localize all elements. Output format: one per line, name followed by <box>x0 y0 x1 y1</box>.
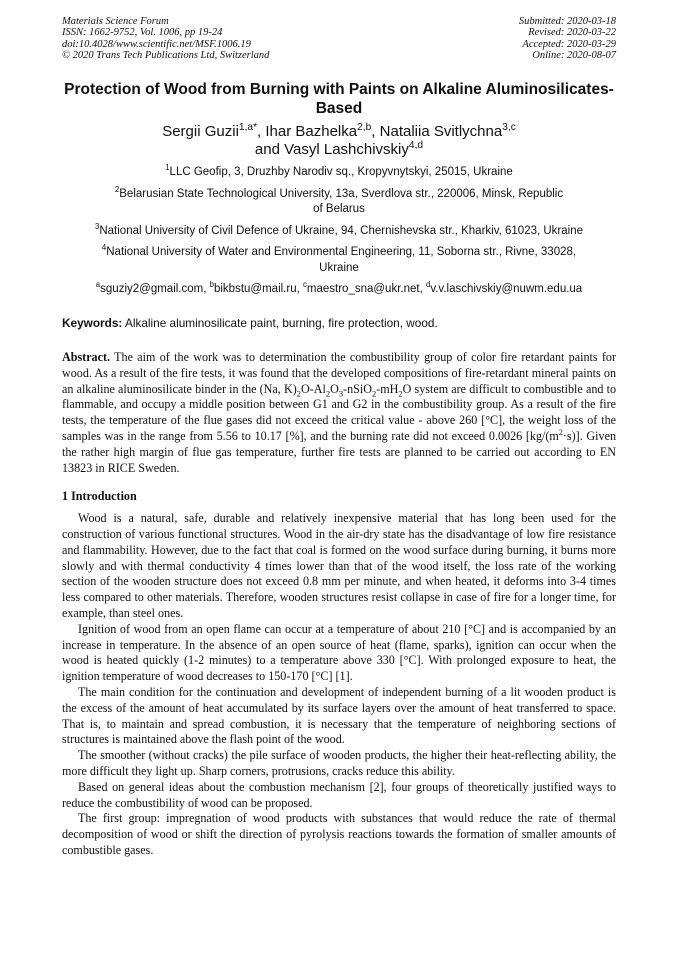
author-sup: 4,d <box>408 140 424 151</box>
keywords-text: Alkaline aluminosilicate paint, burning, fire protection, wood. <box>124 316 438 330</box>
paragraph: Ignition of wood from an open flame can occur at a temperature of about 210 [°C] and is accompanied by an increase in temperature. In the absence of an open source of heat (flame, sparks), ignition can occur when the wood is heated quickly (1-2 minutes) to a temperature above 330 [°C]. With prolonged exposure to heat, the ignition temperature of wood decreases to 150-170 [°C] [1]. <box>62 621 616 684</box>
submitted-date: Submitted: 2020-03-18 <box>518 16 616 27</box>
affiliation-sup: 4 <box>101 243 107 253</box>
abstract-text-1: The aim of the work was to determination the combustibility group of color fire retardant paints for wood. As a result of the fire tests, it was found that the developed compositions of fire-retardant mineral paints on an alkaline aluminosilicate binder in the (Na, K) <box>62 350 616 396</box>
email-link[interactable]: v.v.laschivskiy@nuwm.edu.ua <box>430 283 583 295</box>
author-sup: 2,b <box>357 122 372 133</box>
paragraph: Wood is a natural, safe, durable and relatively inexpensive material that has long been used for the construction of various functional structures. Wood in the air-dry state has the disadvantage of low fire resistance and flammability. However, due to the fact that coal is formed on the wood surface during burning, it burns more slowly and with thermal conductivity 4 times lower than that of the wood itself, the loss rate of the working section of the wooden structure does not exceed 0.8 mm per minute, and when heated, it deforms into 3-4 times less compared to other materials. Therefore, wooden structures resist collapse in case of fire for a longer time, for example, than steel ones. <box>62 511 616 620</box>
abstract: Abstract. The aim of the work was to determination the combustibility group of color fire retardant paints for wood. As a result of the fire tests, it was found that the developed compositions of fire-retardant mineral paints on an alkaline aluminosilicate binder in the (Na, $K)_2O-Al_2O_3-nSiO_2-mH_2O$ system are difficult to combustible and to flammable, and occupy a middle position between G1 and G2 in the combustibility group. As a result of the fire tests, the temperature of the flue gases did not exceed the critical value - above 260 [°C], the weight loss of the samples was in the range from 5.56 to 10.17 [%], and the burning rate did not exceed 0.0026 $[kg/(m^2\cdot s)]$. Given the rather high margin of flue gas temperature, further fire tests are planned to be carried out according to EN 13823 in RICE Sweden. <box>62 350 616 475</box>
email-link[interactable]: bikbstu@mail.ru <box>213 283 297 295</box>
dates-info <box>519 16 616 62</box>
paper-body <box>62 350 616 859</box>
email-sup: c <box>303 280 307 290</box>
affiliation-text: National University of Civil Defence of Ukraine, 94, Chernishevska str., Kharkiv, 61023, Ukraine <box>99 224 583 237</box>
affiliation-sup: 3 <box>95 221 100 231</box>
journal-name: Materials Science Forum <box>62 16 169 27</box>
affiliation-sup: 1 <box>165 163 170 173</box>
author-sup: 1,a* <box>238 122 258 133</box>
email-sup: a <box>95 280 101 290</box>
revised-date: Revised: 2020-03-22 <box>528 27 616 39</box>
title-block <box>62 80 616 297</box>
paragraph: The main condition for the continuation and development of independent burning of a lit wooden product is the excess of the amount of heat accumulated by its surface layers over the amount of heat transferred to space. That is, to maintain and spread combustion, it is necessary that the temperature of neighboring sections of structures is maintained above the flash point of the wood. <box>62 684 616 747</box>
paragraph: The smoother (without cracks) the pile surface of wooden products, the higher their heat-reflecting ability, the more difficult they light up. Sharp corners, protrusions, cracks reduce this ability. <box>62 748 616 778</box>
author-name: Vasyl Lashchivskiy <box>284 141 409 158</box>
email-link[interactable]: sguziy2@gmail.com <box>100 283 204 295</box>
keywords <box>62 316 616 330</box>
doi-line: doi:10.4028/www.scientific.net/MSF.1006.19 <box>62 38 251 50</box>
paragraph: The first group: impregnation of wood products with substances that would reduce the rate of thermal decomposition of wood or shift the direction of pyrolysis reactions towards the formation of smaller amounts of combustible gases. <box>62 811 616 857</box>
abstract-text-3: ·s)]. Given the rather high margin of flue gas temperature, further fire tests are planned to be carried out according to EN 13823 in RICE Sweden. <box>62 428 616 475</box>
author-name: Ihar Bazhelka <box>265 123 358 140</box>
abstract-label: Abstract. <box>62 350 111 364</box>
author-name: Sergii Guzii <box>162 123 239 140</box>
affiliation <box>62 165 616 181</box>
author-name: Nataliia Svitlychna <box>379 123 503 140</box>
author-sup: 3,c <box>502 122 516 133</box>
keywords-label: Keywords: <box>62 316 123 330</box>
abstract-text-2: system are difficult to combustible and to flammable, and occupy a middle position between G1 and G2 in the combustibility group. As a result of the fire tests, the temperature of the flue gases did not exceed the critical value - above 260 [°C], the weight loss of the samples was in the range from 5.56 to 10.17 [%], and the burning rate did not exceed 0.0026 [kg/(m <box>62 381 616 443</box>
email-sup: b <box>209 280 214 290</box>
affiliation-sup: 2 <box>114 184 120 194</box>
email-list: $^a$sguziy2@gmail.com, $^b$bikbstu@mail.ru, $^c$maestro_sna@ukr.net, $^d$v.v.laschivskiy@nuwm.edu.ua <box>95 280 583 295</box>
copyright-line: © 2020 Trans Tech Publications Ltd, Switzerland <box>62 50 270 62</box>
email-link[interactable]: maestro_sna@ukr.net <box>306 283 420 295</box>
affiliation-list <box>62 165 616 276</box>
affiliation <box>62 184 616 218</box>
issn-line: ISSN: 1662-9752, Vol. 1006, pp 19-24 <box>62 27 223 39</box>
journal-info <box>62 16 269 62</box>
accepted-date: Accepted: 2020-03-29 <box>522 38 616 50</box>
affiliation-text: Belarusian State Technological University, 13a, Sverdlova str., 220006, Minsk, Republic of Belarus <box>119 187 564 215</box>
author-list: Sergii Guzii$^{1,a*}$, Ihar Bazhelka$^{2,b}$, Nataliia Svitlychna$^{3,c}$ and Vasyl Lashchivskiy$^{4,d}$ <box>162 122 516 158</box>
online-date: Online: 2020-08-07 <box>532 50 616 62</box>
affiliation-text: National University of Water and Environmental Engineering, 11, Soborna str., Rivne, 33028, Ukraine <box>106 246 577 274</box>
affiliation-text: LLC Geofip, 3, Druzhby Narodiv sq., Kropyvnytskyi, 25015, Ukraine <box>169 166 513 178</box>
paragraph: Based on general ideas about the combustion mechanism [2], four groups of theoretically justified ways to reduce the combustibility of wood can be proposed. <box>62 779 616 810</box>
email-sup: d <box>425 280 431 290</box>
paper-title: Protection of Wood from Burning with Paints on Alkaline Aluminosilicates-Based <box>64 81 614 117</box>
section-heading: 1 Introduction <box>62 489 137 504</box>
affiliation <box>62 245 616 276</box>
affiliation <box>62 221 616 240</box>
